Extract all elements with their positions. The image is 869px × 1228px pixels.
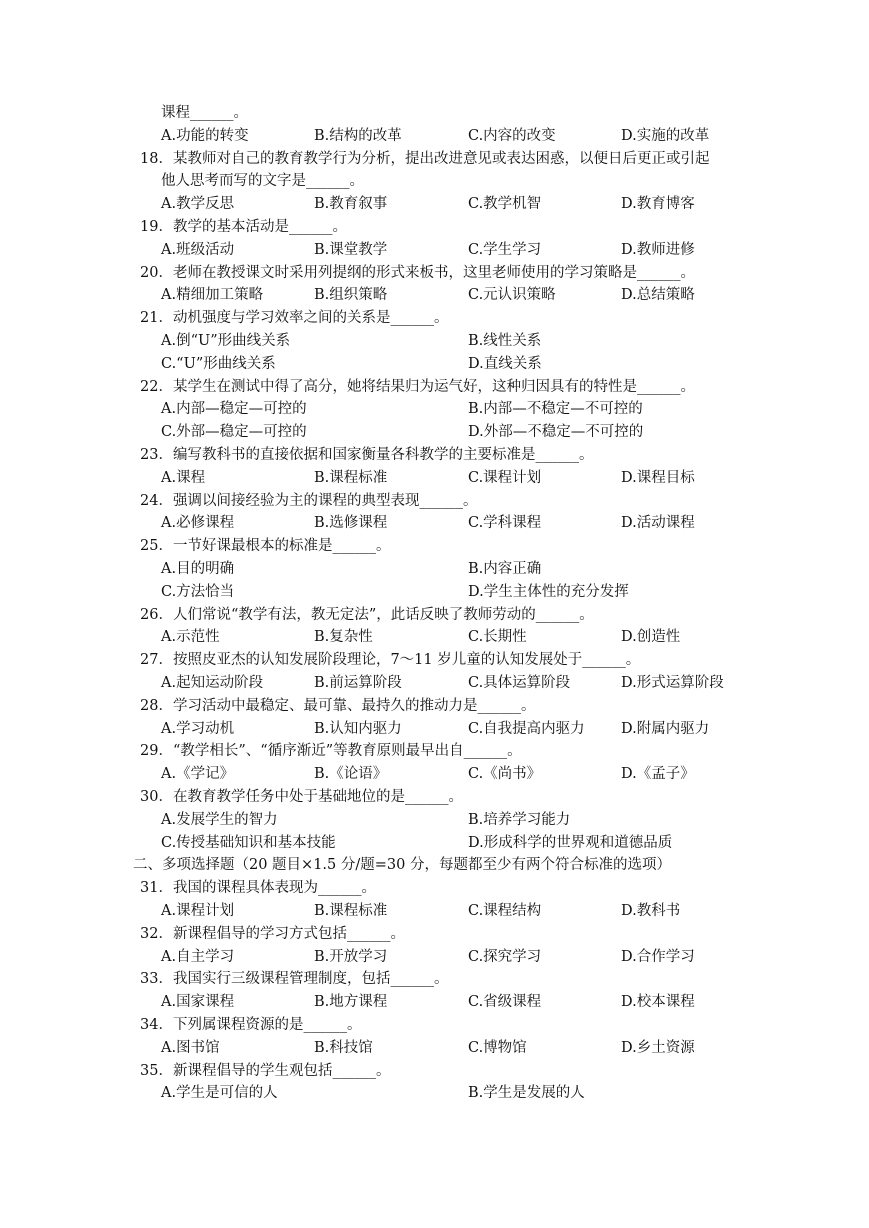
question-stem: 32．新课程倡导的学习方式包括______。 <box>140 925 405 942</box>
question-stem: 20．老师在教授课文时采用列提纲的形式来板书，这里老师使用的学习策略是______。 <box>140 264 695 281</box>
answer-option: B.学生是发展的人 <box>468 1085 585 1102</box>
answer-option: D.实施的改革 <box>621 127 710 144</box>
answer-option: A.精细加工策略 <box>161 287 264 304</box>
answer-option: C.教学机智 <box>468 196 542 213</box>
answer-option: B.选修课程 <box>314 515 388 532</box>
answer-option: D.学生主体性的充分发挥 <box>468 583 629 600</box>
answer-option: B.地方课程 <box>314 994 388 1011</box>
question-stem: 26．人们常说“教学有法，教无定法”，此话反映了教师劳动的______。 <box>140 606 594 623</box>
answer-option: D.课程目标 <box>621 469 695 486</box>
question-stem: 19．教学的基本活动是______。 <box>140 219 347 235</box>
answer-option: A.国家课程 <box>161 994 235 1011</box>
answer-option: D.校本课程 <box>621 994 695 1011</box>
answer-option: B.内部—不稳定—不可控的 <box>468 401 643 418</box>
answer-option: A.教学反思 <box>161 196 235 213</box>
answer-option: C.学科课程 <box>468 515 542 532</box>
answer-option: B.结构的改革 <box>314 127 402 144</box>
question-stem: 23．编写教科书的直接依据和国家衡量各科教学的主要标准是______。 <box>140 447 594 463</box>
answer-option: D.活动课程 <box>621 515 695 532</box>
answer-option: C.探究学习 <box>468 948 542 965</box>
answer-option: D.形式运算阶段 <box>621 675 724 691</box>
answer-option: C.学生学习 <box>468 241 542 258</box>
answer-option: D.乡土资源 <box>621 1039 695 1056</box>
answer-option: C.具体运算阶段 <box>468 675 571 691</box>
answer-option: C.内容的改变 <box>468 127 556 144</box>
answer-option: D.教科书 <box>621 903 681 919</box>
answer-option: C.博物馆 <box>468 1039 527 1056</box>
answer-option: B.组织策略 <box>314 287 388 304</box>
question-stem: 22．某学生在测试中得了高分，她将结果归为运气好，这种归因具有的特性是______。 <box>140 378 695 395</box>
question-stem: 18．某教师对自己的教育教学行为分析，提出改进意见或表达困惑，以便日后更正或引起 <box>140 150 710 167</box>
question-stem: 28．学习活动中最稳定、最可靠、最持久的推动力是______。 <box>140 697 536 714</box>
answer-option: A.学生是可信的人 <box>161 1085 278 1102</box>
answer-option: A.功能的转变 <box>161 127 249 144</box>
answer-option: C.《尚书》 <box>468 766 542 783</box>
answer-option: B.认知内驱力 <box>314 720 402 737</box>
answer-option: A.课程 <box>161 469 206 486</box>
answer-option: B.线性关系 <box>468 333 542 349</box>
question-stem: 29．“教学相长”、“循序渐近”等教育原则最早出自______。 <box>140 743 522 760</box>
answer-option: A.班级活动 <box>161 241 235 258</box>
answer-option: C.方法恰当 <box>161 583 235 600</box>
answer-option: B.前运算阶段 <box>314 675 402 691</box>
answer-option: A.内部—稳定—可控的 <box>161 401 307 418</box>
answer-option: D.创造性 <box>621 629 681 646</box>
question-stem: 30．在教育教学任务中处于基础地位的是______。 <box>140 789 463 805</box>
answer-option: D.总结策略 <box>621 287 695 304</box>
question-stem: 24．强调以间接经验为主的课程的典型表现______。 <box>140 492 478 509</box>
answer-option: A.自主学习 <box>161 948 235 965</box>
answer-option: D.《孟子》 <box>621 766 695 783</box>
answer-option: D.教育博客 <box>621 196 695 213</box>
question-stem: 34．下列属课程资源的是______。 <box>140 1017 362 1033</box>
answer-option: C.课程结构 <box>468 903 542 919</box>
answer-option: C.长期性 <box>468 629 527 646</box>
answer-option: B.教育叙事 <box>314 196 388 213</box>
answer-option: C.外部—稳定—可控的 <box>161 424 307 441</box>
question-stem: 27．按照皮亚杰的认知发展阶段理论，7～11 岁儿童的认知发展处于______。 <box>140 652 641 669</box>
answer-option: A.发展学生的智力 <box>161 811 278 828</box>
answer-option: A.学习动机 <box>161 720 235 737</box>
section-heading: 二、多项选择题（20 题目×1.5 分/题=30 分，每题都至少有两个符合标准的选项） <box>133 857 671 874</box>
answer-option: A.图书馆 <box>161 1039 220 1056</box>
answer-option: A.目的明确 <box>161 561 235 577</box>
answer-option: B.复杂性 <box>314 629 373 646</box>
answer-option: C.自我提高内驱力 <box>468 720 585 737</box>
answer-option: D.附属内驱力 <box>621 720 710 737</box>
question-stem: 25．一节好课最根本的标准是______。 <box>140 538 391 555</box>
answer-option: B.课程标准 <box>314 903 388 919</box>
question-stem: 35．新课程倡导的学生观包括______。 <box>140 1062 391 1079</box>
answer-option: B.开放学习 <box>314 948 388 965</box>
answer-option: B.培养学习能力 <box>468 811 571 828</box>
answer-option: A.倒“U”形曲线关系 <box>161 333 291 349</box>
question-stem: 31．我国的课程具体表现为______。 <box>140 880 376 897</box>
answer-option: D.外部—不稳定—不可控的 <box>468 424 644 441</box>
answer-option: A.课程计划 <box>161 903 235 919</box>
answer-option: A.《学记》 <box>161 766 235 783</box>
answer-option: A.示范性 <box>161 629 220 646</box>
question-stem: 21．动机强度与学习效率之间的关系是______。 <box>140 310 449 327</box>
answer-option: C.课程计划 <box>468 469 542 486</box>
answer-option: C.“U”形曲线关系 <box>161 355 276 372</box>
answer-option: C.元认识策略 <box>468 287 556 304</box>
answer-option: D.合作学习 <box>621 948 695 965</box>
question-stem: 33．我国实行三级课程管理制度，包括______。 <box>140 971 449 988</box>
question-continuation: 课程______。 <box>161 105 248 121</box>
answer-option: C.省级课程 <box>468 994 542 1011</box>
answer-option: B.内容正确 <box>468 561 542 577</box>
answer-option: D.教师进修 <box>621 241 695 258</box>
answer-option: D.形成科学的世界观和道德品质 <box>468 834 673 851</box>
answer-option: B.科技馆 <box>314 1039 373 1056</box>
answer-option: B.课堂教学 <box>314 241 388 258</box>
answer-option: B.课程标准 <box>314 469 388 486</box>
question-continuation: 他人思考而写的文字是______。 <box>161 173 364 190</box>
answer-option: A.起知运动阶段 <box>161 675 264 691</box>
answer-option: D.直线关系 <box>468 355 542 372</box>
answer-option: B.《论语》 <box>314 766 388 783</box>
answer-option: A.必修课程 <box>161 515 235 532</box>
answer-option: C.传授基础知识和基本技能 <box>161 834 336 851</box>
